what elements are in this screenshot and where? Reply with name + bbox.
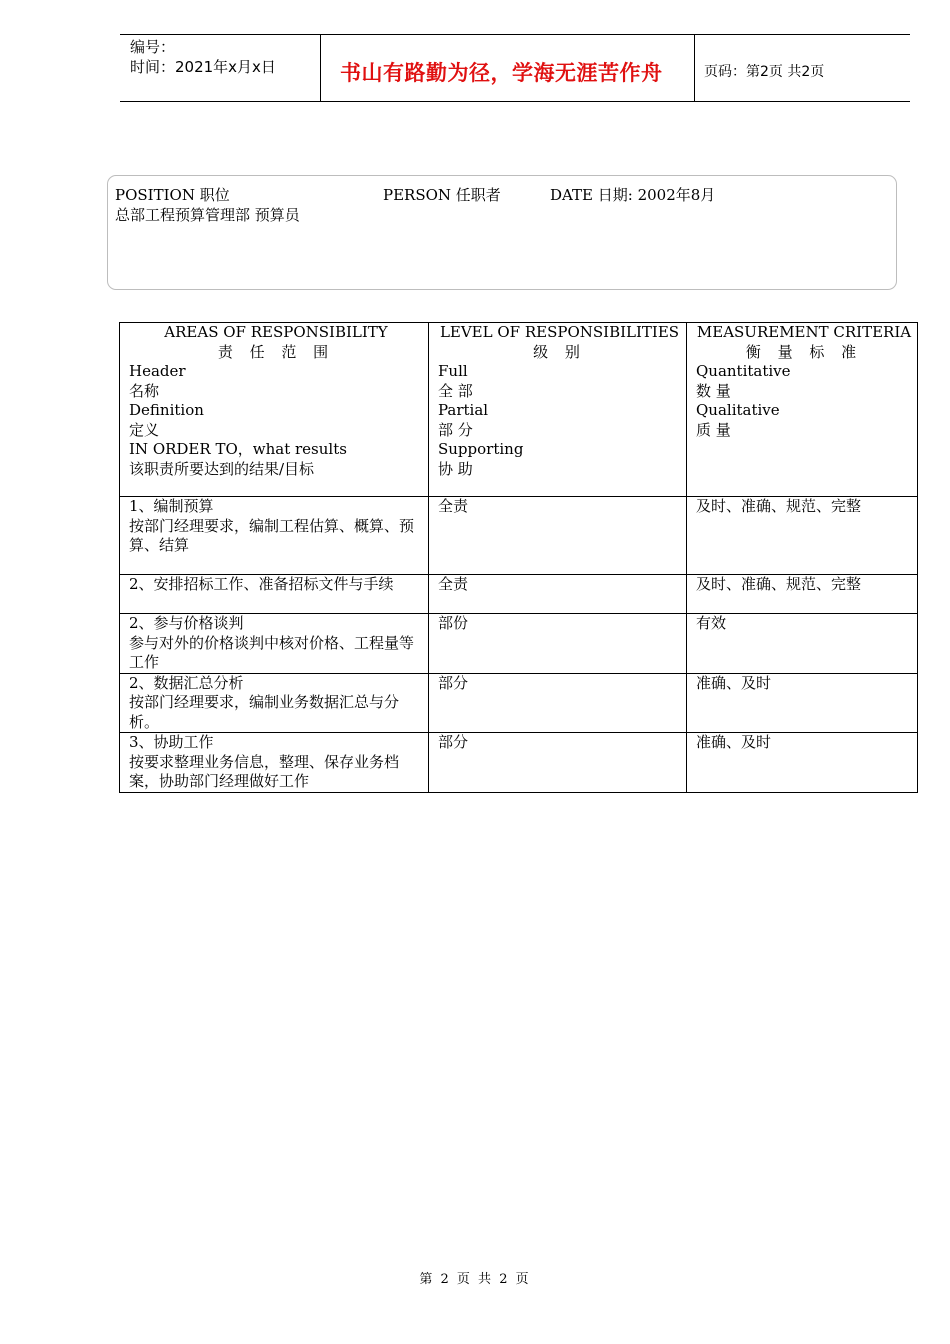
header-line: Supporting xyxy=(438,440,524,458)
level-cell: 全责 xyxy=(429,497,687,575)
header-line: Full xyxy=(438,362,468,380)
header-title-en: AREAS OF RESPONSIBILITY xyxy=(164,323,388,341)
header-divider xyxy=(694,35,695,101)
level-cell: 部分 xyxy=(429,733,687,793)
area-cell xyxy=(120,575,429,614)
page-footer: 第 2 页 共 2 页 xyxy=(419,1272,531,1287)
time-label: 时间：2021年x月x日 xyxy=(130,58,276,76)
header-divider xyxy=(320,35,321,101)
header-title-cn: 级 别 xyxy=(533,342,586,361)
header-line: Partial xyxy=(438,401,489,419)
header-cell-areas xyxy=(120,323,429,497)
table-row xyxy=(120,733,918,793)
person-label: PERSON 任职者 xyxy=(383,186,501,204)
area-cell xyxy=(120,673,429,733)
header-line: 该职责所要达到的结果/目标 xyxy=(129,459,315,478)
header-line: Qualitative xyxy=(696,401,780,419)
criteria-cell: 有效 xyxy=(687,614,918,674)
area-title: 3、协助工作 xyxy=(129,733,214,751)
criteria-cell: 及时、准确、规范、完整 xyxy=(687,575,918,614)
header-cell-criteria xyxy=(687,323,918,497)
header-meta xyxy=(130,37,276,77)
number-label: 编号： xyxy=(130,38,176,56)
area-title: 1、编制预算 xyxy=(129,497,214,515)
header-line: IN ORDER TO，what results xyxy=(129,440,347,458)
date-label: DATE 日期: 2002年8月 xyxy=(550,186,716,204)
header-line: Definition xyxy=(129,401,204,419)
area-title: 2、数据汇总分析 xyxy=(129,673,244,692)
table-row xyxy=(120,497,918,575)
header-line: 名称 xyxy=(129,381,160,400)
header-title-cn: 责 任 范 围 xyxy=(217,342,335,361)
area-title: 2、安排招标工作、准备招标文件与手续 xyxy=(129,575,394,593)
area-cell xyxy=(120,733,429,793)
header-line: 定义 xyxy=(129,420,160,439)
page-header xyxy=(120,34,910,102)
area-cell xyxy=(120,614,429,674)
level-cell: 部分 xyxy=(429,673,687,733)
area-desc: 按要求整理业务信息，整理、保存业务档案，协助部门经理做好工作 xyxy=(129,752,400,790)
table-header-row xyxy=(120,323,918,497)
header-cell-level xyxy=(429,323,687,497)
table-row xyxy=(120,673,918,733)
responsibility-table xyxy=(119,322,918,793)
header-line: 部 分 xyxy=(438,420,473,439)
table-row xyxy=(120,614,918,674)
area-desc: 参与对外的价格谈判中核对价格、工程量等工作 xyxy=(129,633,415,671)
area-desc: 按部门经理要求，编制业务数据汇总与分析。 xyxy=(129,693,400,731)
level-cell: 全责 xyxy=(429,575,687,614)
area-title: 2、参与价格谈判 xyxy=(129,614,244,632)
header-line: 全 部 xyxy=(438,381,473,400)
header-line: 质 量 xyxy=(696,420,731,439)
header-line: Header xyxy=(129,362,186,380)
header-motto: 书山有路勤为径，学海无涯苦作舟 xyxy=(340,61,663,85)
header-page-number: 页码：第2页 共2页 xyxy=(704,64,825,80)
header-line: 协 助 xyxy=(438,459,473,478)
area-cell xyxy=(120,497,429,575)
header-line: Quantitative xyxy=(696,362,791,380)
table-row xyxy=(120,575,918,614)
header-title-en: LEVEL OF RESPONSIBILITIES xyxy=(439,323,680,341)
criteria-cell: 准确、及时 xyxy=(687,733,918,793)
area-desc: 按部门经理要求，编制工程估算、概算、预算、结算 xyxy=(129,516,415,554)
header-title-cn: 衡 量 标 准 xyxy=(745,342,863,361)
criteria-cell: 准确、及时 xyxy=(687,673,918,733)
position-value: 总部工程预算管理部 预算员 xyxy=(115,206,300,224)
criteria-cell: 及时、准确、规范、完整 xyxy=(687,497,918,575)
level-cell: 部份 xyxy=(429,614,687,674)
header-title-en: MEASUREMENT CRITERIA xyxy=(696,323,912,341)
position-label: POSITION 职位 xyxy=(115,186,230,204)
header-line: 数 量 xyxy=(696,381,731,400)
position-info-box xyxy=(107,175,897,290)
